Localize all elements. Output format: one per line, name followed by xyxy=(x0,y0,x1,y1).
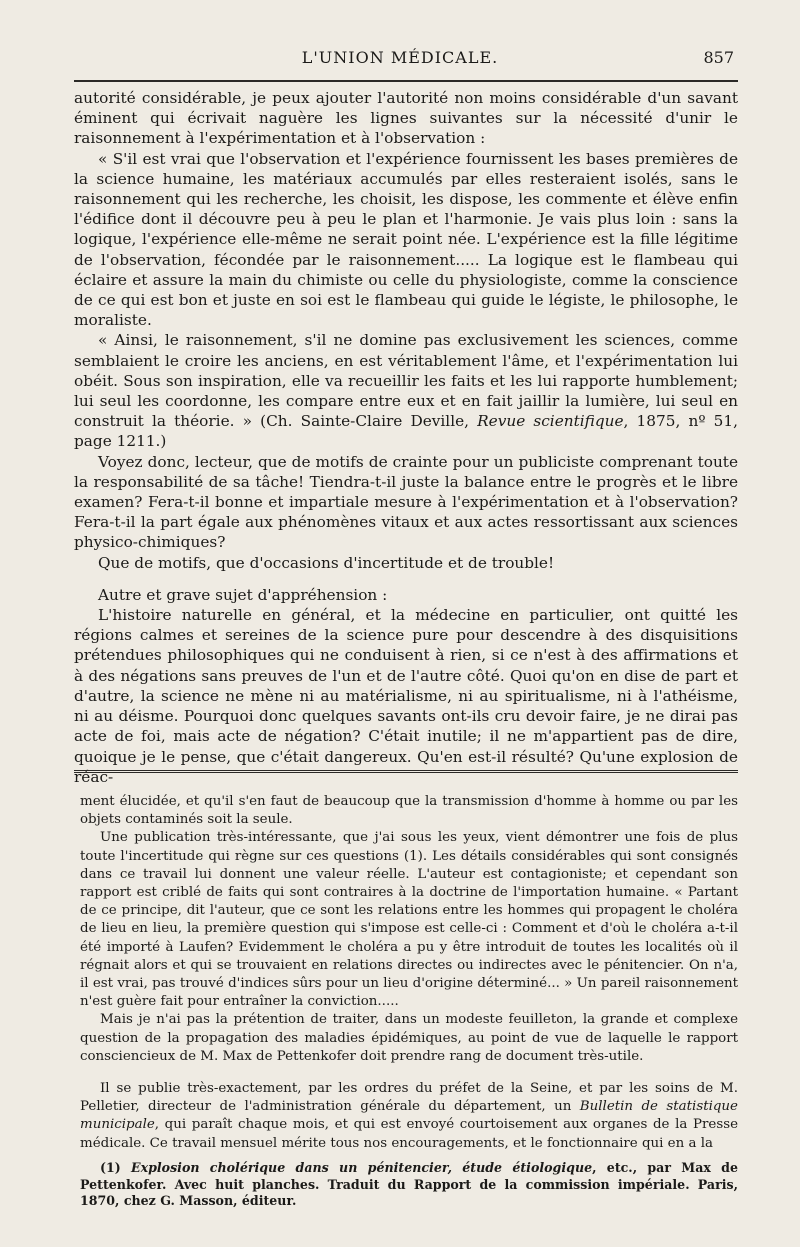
citation-end: , 1875, nº 51, page 1211.) xyxy=(74,412,738,451)
footnote-details: , etc., par Max de Pettenkofer. Avec huit planches. Traduit du Rapport de la commission impériale. Paris, 1870, chez G. Masson, éditeur. xyxy=(80,1160,738,1208)
footnote-text xyxy=(80,1160,738,1210)
paragraph-natural-history: L'histoire naturelle en général, et la médecine en particulier, ont quitté les régions calmes et sereines de la science pure pour descendre à des disquisitions prétendues philosophiques qui ne conduisent à rien, si ce n'est à des affirmations et à des négations sans preuves de l'un et de l'autre côté. Quoi qu'on en dise de part et d'autre, la science ne mène ni au matérialisme, ni au spiritualisme, ni à l'athéisme, ni au déisme. Pourquoi donc quelques savants ont-ils cru devoir faire, je ne dirai pas acte de foi, mais acte de négation? C'était inutile; il ne m'appartient pas de dire, quoique je le pense, que c'était dangereux. Qu'en est-il résulté? Qu'une explosion de réac- xyxy=(74,606,738,786)
bulletin-title: Bulletin de statistique municipale xyxy=(80,1099,738,1133)
paragraph-subject: Autre et grave sujet d'appréhension : xyxy=(98,585,388,604)
paragraph-continued: autorité considérable, je peux ajouter l'autorité non moins considérable d'un savant éminent qui écrivait naguère les lignes suivantes sur la nécessité d'unir le raisonnement à l'expérimentation et à l'observation : xyxy=(74,89,738,148)
page-header xyxy=(60,46,740,74)
paragraph-questions: Voyez donc, lecteur, que de motifs de crainte pour un publiciste comprenant toute la responsabilité de sa tâche! Tiendra-t-il juste la balance entre le progrès et le libre examen? Fera-t-il bonne et impartiale mesure à l'expérimentation et à l'observation? Fera-t-il la part égale aux phénomènes vitaux et aux actes ressortissant aux sciences physico-chimiques? xyxy=(74,452,738,552)
feuilleton-column xyxy=(80,793,738,1153)
note-paragraph-continued: ment élucidée, et qu'il s'en faut de beaucoup que la transmission d'homme à homme ou par les objets contaminés soit la seule. xyxy=(80,794,738,828)
bulletin-text-end: , qui paraît chaque mois, et qui est envoyé courtoisement aux organes de la Presse médicale. Ce travail mensuel mérite tous nos encouragements, et le fonctionnaire qui en a la xyxy=(80,1117,738,1151)
bulletin-text: Il se publie très-exactement, par les ordres du préfet de la Seine, et par les soins de M. Pelletier, directeur de l'administration générale du département, un xyxy=(80,1081,738,1115)
page-number: 857 xyxy=(703,48,734,67)
main-column xyxy=(74,88,738,787)
quotation-paragraph-1: « S'il est vrai que l'observation et l'expérience fournissent les bases premières de la science humaine, les matériaux accumulés par elles resteraient isolés, sans le raisonnement qui les recherche, les choisit, les dispose, les commente et élève enfin l'édifice dont il découvre peu à peu le plan et l'harmonie. Je vais plus loin : sans la logique, l'expérience elle-même ne serait point née. L'expérience est la fille légitime de l'observation, fécondée par le raisonnement..... La logique est le flambeau qui éclaire et assure la main du chimiste ou celle du physiologiste, comme la conscience de ce qui est bon et juste en soi est le flambeau qui guide le légiste, le philosophe, le moraliste. xyxy=(74,149,738,330)
footnote-mark: (1) xyxy=(100,1160,131,1175)
journal-title: Revue scientifique xyxy=(477,412,624,431)
note-paragraph-bulletin xyxy=(80,1080,738,1153)
feuilleton-separator xyxy=(74,770,738,775)
running-title: L'UNION MÉDICALE. xyxy=(301,48,499,67)
note-paragraph-publication: Une publication très-intéressante, que j'ai sous les yeux, vient démontrer une fois de plus toute l'incertitude qui règne sur ces questions (1). Les détails considérables qui sont consignés dans ce travail lui donnent une valeur réelle. L'auteur est contagioniste; et cependant son rapport est criblé de faits qui sont contraires à la doctrine de l'importation humaine. « Partant de ce principe, dit l'auteur, que ce sont les relations entre les hommes qui propagent le choléra de lieu en lieu, la première question qui s'impose est celle-ci : Comment et d'où le choléra a-t-il été importé à Laufen? Evidemment le choléra a pu y être introduit de toutes les localités où il régnait alors et qui se trouvaient en relations directes ou indirectes avec le pénitencier. On n'a, il est vrai, pas trouvé d'indices sûrs pour un lieu d'origine déterminé... » Un pareil raisonnement n'est guère fait pour entraîner la conviction..... xyxy=(80,830,738,1010)
paragraph-exclamation: Que de motifs, que d'occasions d'incertitude et de trouble! xyxy=(98,553,555,572)
header-rule xyxy=(74,80,738,82)
quotation-text: « Ainsi, le raisonnement, s'il ne domine pas exclusivement les sciences, comme semblaient le croire les anciens, en est véritablement l'âme, et l'expérimentation lui obéit. Sous son inspiration, elle va recueillir les faits et les lui rapporte humblement; lui seul les coordonne, les compare entre eux et en fait jaillir la lumière, lui seul en construit la théorie. » (Ch. Sainte-Claire Deville, xyxy=(74,331,738,431)
note-paragraph-pettenkofer: Mais je n'ai pas la prétention de traiter, dans un modeste feuilleton, la grande et complexe question de la propagation des maladies épidémiques, au point de vue de laquelle le rapport consciencieux de M. Max de Pettenkofer doit prendre rang de document très-utile. xyxy=(80,1012,738,1064)
footnote xyxy=(80,1160,738,1210)
footnote-title: Explosion cholérique dans un pénitencier, étude étiologique xyxy=(130,1160,593,1175)
quotation-paragraph-2 xyxy=(74,330,738,451)
